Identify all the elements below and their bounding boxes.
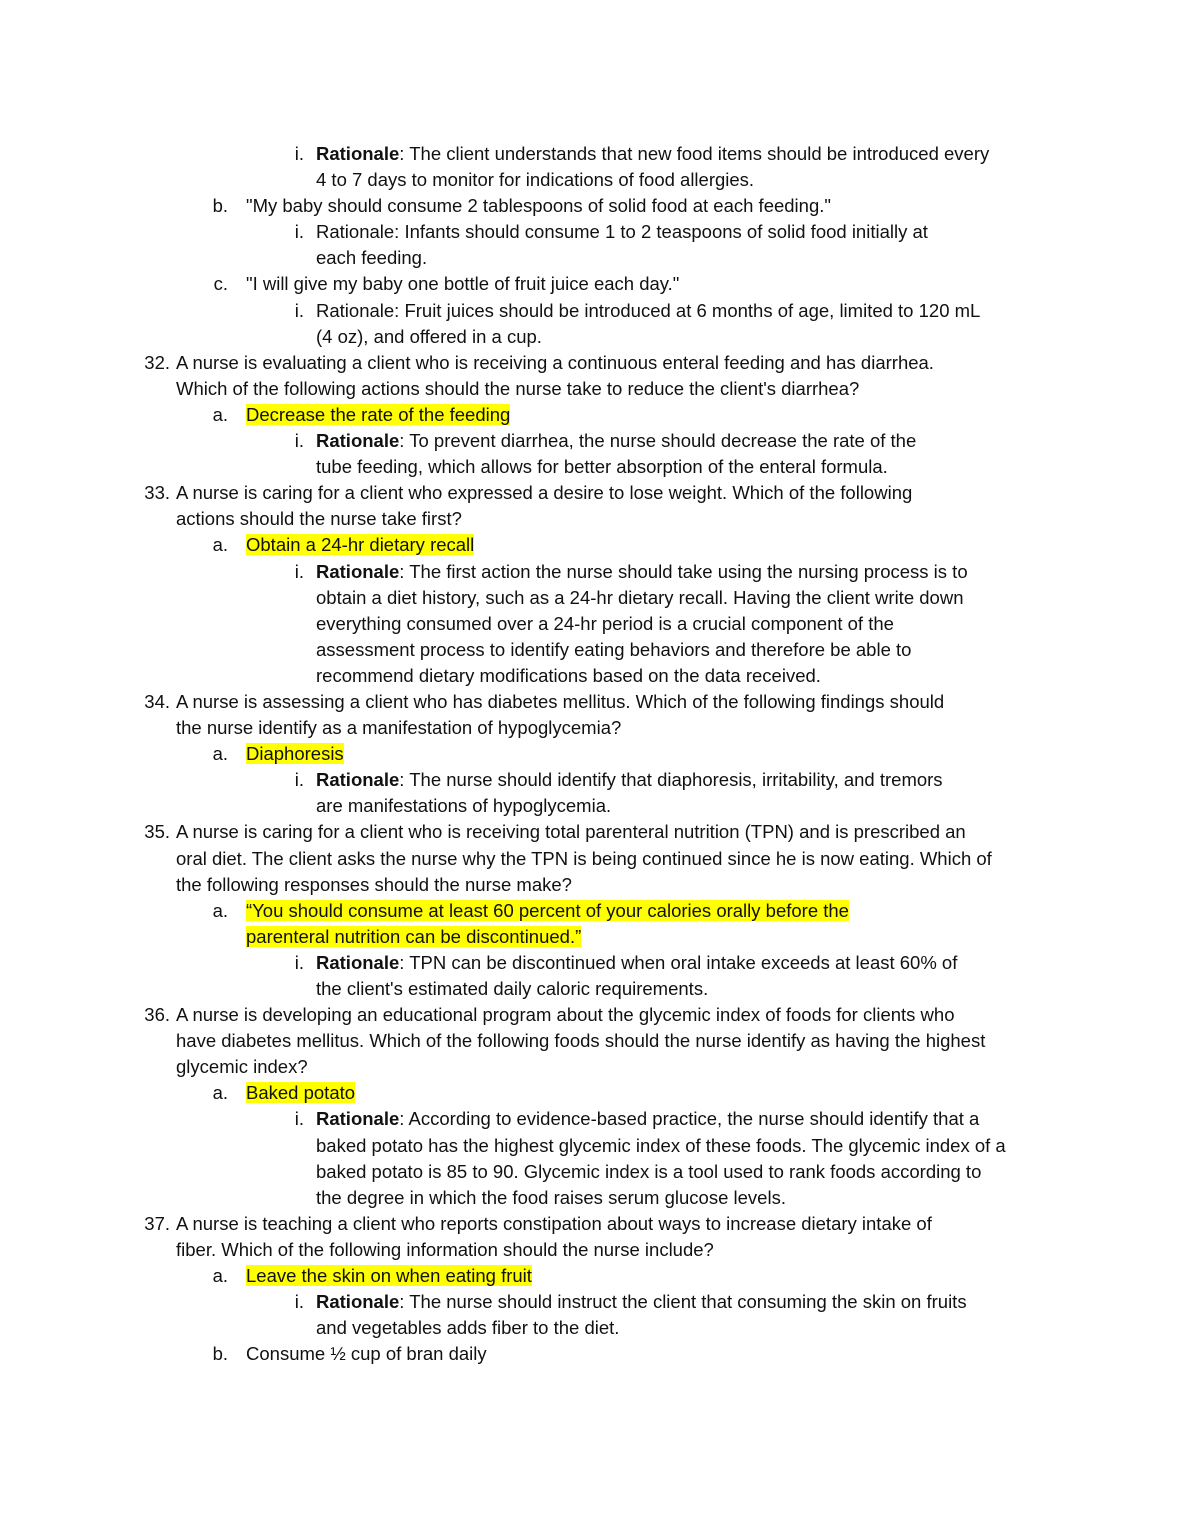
line-text [316,585,963,611]
text-content: "My baby should consume 2 tablespoons of solid food at each feeding." [246,195,831,217]
text-content: : The nurse should identify that diaphoresis, irritability, and tremors [399,769,943,791]
rationale-line [0,559,1190,585]
rationale-line [0,167,1190,193]
line-text [316,1106,979,1132]
rationale-line [0,1315,1190,1341]
text-content: everything consumed over a 24-hr period is a crucial component of the [316,612,894,634]
line-text [316,1289,967,1315]
text-content: the nurse identify as a manifestation of hypoglycemia? [176,717,622,739]
text-content: A nurse is caring for a client who expressed a desire to lose weight. Which of the following [176,482,913,504]
rationale-line [0,637,1190,663]
line-text [246,1080,355,1106]
text-content: obtain a diet history, such as a 24-hr dietary recall. Having the client write down [316,586,964,608]
line-text [316,454,888,480]
rationale-line [0,324,1190,350]
question-line [0,1054,1190,1080]
rationale-line [0,585,1190,611]
line-text [246,1263,532,1289]
highlighted-answer: Leave the skin on when eating fruit [246,1265,532,1287]
question-line [0,480,1190,506]
line-text [316,1315,619,1341]
line-text [316,167,754,193]
line-text [316,219,928,245]
line-text [316,793,611,819]
highlighted-answer: Diaphoresis [246,743,344,765]
line-text [176,1211,932,1237]
text-content: each feeding. [316,247,428,269]
question-line [0,1028,1190,1054]
line-text [176,689,944,715]
line-text [176,819,966,845]
list-marker: 33. [144,482,170,504]
list-marker: i. [294,560,304,582]
line-text [176,480,912,506]
highlighted-answer: Decrease the rate of the feeding [246,403,511,425]
text-content: assessment process to identify eating behaviors and therefore be able to [316,638,912,660]
line-text [176,350,934,376]
line-text [316,611,894,637]
list-marker: i. [294,769,304,791]
rationale-line [0,767,1190,793]
line-text [176,1237,714,1263]
text-content: fiber. Which of the following information should the nurse include? [176,1238,714,1260]
line-text [176,1002,955,1028]
line-text [246,924,581,950]
rationale-line [0,950,1190,976]
line-text [246,402,510,428]
line-text [176,872,572,898]
text-content: : To prevent diarrhea, the nurse should decrease the rate of the [399,430,917,452]
question-line [0,872,1190,898]
rationale-label: Rationale [316,1291,400,1313]
question-line [0,689,1190,715]
rationale-label: Rationale [316,769,400,791]
list-marker: b. [212,195,228,217]
rationale-line [0,1106,1190,1132]
rationale-label: Rationale [316,143,400,164]
highlighted-answer: Obtain a 24-hr dietary recall [246,534,475,556]
line-text [176,376,859,402]
text-content: : The client understands that new food items should be introduced every [399,143,990,164]
list-marker: i. [294,430,304,452]
line-text [316,976,708,1002]
rationale-line [0,976,1190,1002]
answer-option-line [0,741,1190,767]
text-content: the client's estimated daily caloric requirements. [316,978,709,999]
line-text [246,741,344,767]
text-content: 4 to 7 days to monitor for indications of food allergies. [316,169,755,191]
text-content: baked potato has the highest glycemic index of these foods. The glycemic index of a [316,1134,1006,1156]
question-line [0,350,1190,376]
list-marker: i. [294,951,304,973]
text-content: glycemic index? [176,1056,308,1078]
text-content: : TPN can be discontinued when oral intake exceeds at least 60% of [399,951,958,973]
text-content: (4 oz), and offered in a cup. [316,325,542,347]
rationale-line [0,1133,1190,1159]
line-text [176,1054,308,1080]
line-text [316,559,968,585]
list-marker: 32. [144,351,170,373]
line-text [176,1028,985,1054]
text-content: the degree in which the food raises serum glucose levels. [316,1186,786,1208]
text-content: A nurse is caring for a client who is receiving total parenteral nutrition (TPN) and is prescribed an [176,821,966,843]
text-content: are manifestations of hypoglycemia. [316,795,612,817]
text-content: Which of the following actions should the nurse take to reduce the client's diarrhea? [176,377,860,399]
rationale-label: Rationale [316,560,400,582]
document-body [0,141,1190,1367]
line-text [246,898,849,924]
text-content: oral diet. The client asks the nurse why the TPN is being continued since he is now eating. Which of [176,847,992,869]
text-content: A nurse is teaching a client who reports constipation about ways to increase dietary intake of [176,1212,932,1234]
rationale-label: Rationale [316,951,400,973]
answer-option-line [0,1341,1190,1367]
rationale-label: Rationale [316,1108,400,1130]
question-line [0,819,1190,845]
rationale-line [0,219,1190,245]
line-text [316,298,980,324]
rationale-line [0,428,1190,454]
list-marker: 35. [144,821,170,843]
answer-option-line [0,1080,1190,1106]
question-line [0,1211,1190,1237]
answer-option-line [0,924,1190,950]
answer-option-line [0,193,1190,219]
text-content: and vegetables adds fiber to the diet. [316,1317,620,1339]
text-content: Consume ½ cup of bran daily [246,1343,487,1365]
text-content: A nurse is evaluating a client who is receiving a continuous enteral feeding and has diarrhea. [176,351,934,373]
rationale-line [0,1289,1190,1315]
rationale-line [0,298,1190,324]
rationale-line [0,454,1190,480]
list-marker: b. [212,1343,228,1365]
list-marker: 37. [144,1212,170,1234]
question-line [0,1237,1190,1263]
line-text [316,324,542,350]
list-marker: 34. [144,690,170,712]
line-text [316,767,943,793]
line-text [316,245,427,271]
list-marker: i. [294,299,304,321]
highlighted-answer: Baked potato [246,1082,356,1104]
list-marker: a. [212,743,228,765]
question-line [0,376,1190,402]
list-marker: i. [294,143,304,164]
line-text [176,506,462,532]
list-marker: a. [212,403,228,425]
line-text [316,428,916,454]
text-content: the following responses should the nurse make? [176,873,572,895]
list-marker: 36. [144,1004,170,1026]
text-content: A nurse is developing an educational program about the glycemic index of foods for clients who [176,1004,955,1026]
rationale-line [0,663,1190,689]
text-content: tube feeding, which allows for better absorption of the enteral formula. [316,456,888,478]
rationale-line [0,1185,1190,1211]
rationale-line [0,1159,1190,1185]
rationale-line [0,611,1190,637]
text-content: Rationale: Fruit juices should be introduced at 6 months of age, limited to 120 mL [316,299,981,321]
line-text [316,1185,786,1211]
rationale-line [0,245,1190,271]
highlighted-answer: “You should consume at least 60 percent of your calories orally before the [246,899,849,921]
text-content: A nurse is assessing a client who has diabetes mellitus. Which of the following findings should [176,690,945,712]
answer-option-line [0,402,1190,428]
line-text [176,846,992,872]
rationale-line [0,141,1190,167]
list-marker: a. [212,1265,228,1287]
text-content: actions should the nurse take first? [176,508,462,530]
list-marker: i. [294,1108,304,1130]
text-content: : According to evidence-based practice, the nurse should identify that a [399,1108,980,1130]
line-text [316,637,911,663]
line-text [316,141,989,167]
text-content: : The first action the nurse should take using the nursing process is to [399,560,968,582]
question-line [0,846,1190,872]
list-marker: i. [294,221,304,243]
list-marker: i. [294,1291,304,1313]
answer-option-line [0,271,1190,297]
line-text [246,271,679,297]
answer-option-line [0,898,1190,924]
text-content: "I will give my baby one bottle of fruit juice each day." [246,273,680,295]
answer-option-line [0,532,1190,558]
line-text [246,1341,487,1367]
question-line [0,506,1190,532]
answer-option-line [0,1263,1190,1289]
list-marker: a. [212,1082,228,1104]
list-marker: a. [212,534,228,556]
line-text [316,950,957,976]
list-marker: c. [213,273,228,295]
list-marker: a. [212,899,228,921]
rationale-line [0,793,1190,819]
text-content: recommend dietary modifications based on the data received. [316,664,821,686]
line-text [316,663,821,689]
text-content: baked potato is 85 to 90. Glycemic index is a tool used to rank foods according to [316,1160,982,1182]
line-text [246,193,831,219]
line-text [316,1133,1006,1159]
text-content: Rationale: Infants should consume 1 to 2 teaspoons of solid food initially at [316,221,928,243]
line-text [246,532,474,558]
question-line [0,1002,1190,1028]
text-content: have diabetes mellitus. Which of the following foods should the nurse identify as having the highest [176,1030,986,1052]
line-text [176,715,621,741]
rationale-label: Rationale [316,430,400,452]
text-content: : The nurse should instruct the client that consuming the skin on fruits [399,1291,967,1313]
question-line [0,715,1190,741]
line-text [316,1159,981,1185]
highlighted-answer: parenteral nutrition can be discontinued.” [246,925,582,947]
